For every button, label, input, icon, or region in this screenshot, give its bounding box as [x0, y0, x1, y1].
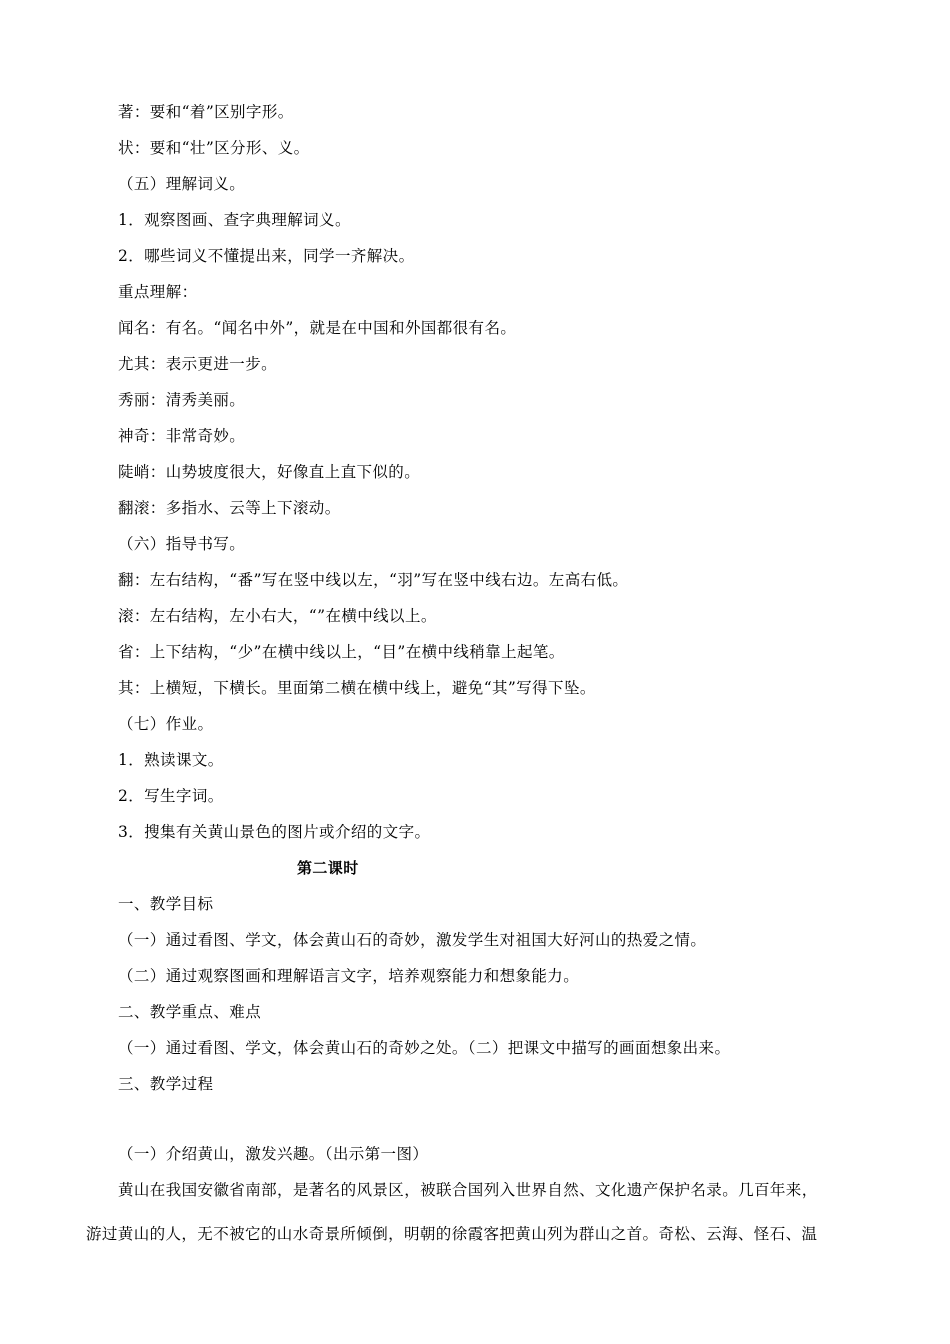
text-line: （二）通过观察图画和理解语言文字，培养观察能力和想象能力。	[118, 967, 580, 985]
text-line: 二、教学重点、难点	[118, 1003, 262, 1021]
text-line: 尤其：表示更进一步。	[118, 355, 278, 373]
text-line: 1．熟读课文。	[118, 751, 224, 769]
paragraph-line: 游过黄山的人，无不被它的山水奇景所倾倒，明朝的徐霞客把黄山列为群山之首。奇松、云海、怪石、温	[86, 1225, 818, 1243]
text-line: 状：要和“壮”区分形、义。	[118, 139, 310, 157]
text-line: 翻滚：多指水、云等上下滚动。	[118, 499, 341, 517]
section-heading: （五）理解词义。	[118, 175, 246, 193]
section-heading: （七）作业。	[118, 715, 214, 733]
paragraph-line: 黄山在我国安徽省南部，是著名的风景区，被联合国列入世界自然、文化遗产保护名录。几百年来，	[118, 1181, 818, 1199]
text-line: 秀丽：清秀美丽。	[118, 391, 246, 409]
text-line: 重点理解：	[118, 283, 198, 301]
text-line: 一、教学目标	[118, 895, 214, 913]
text-line: （一）介绍黄山，激发兴趣。（出示第一图）	[118, 1145, 429, 1163]
text-line: （一）通过看图、学文，体会黄山石的奇妙之处。（二）把课文中描写的画面想象出来。	[118, 1039, 731, 1057]
text-line: 三、教学过程	[118, 1075, 214, 1093]
text-line: 其：上横短，下横长。里面第二横在横中线上，避免“其”写得下坠。	[118, 679, 596, 697]
text-line: 翻：左右结构，“番”写在竖中线以左，“羽”写在竖中线右边。左高右低。	[118, 571, 629, 589]
text-line: （一）通过看图、学文，体会黄山石的奇妙，激发学生对祖国大好河山的热爱之情。	[118, 931, 707, 949]
text-line: 神奇：非常奇妙。	[118, 427, 246, 445]
text-line: 3．搜集有关黄山景色的图片或介绍的文字。	[118, 823, 431, 841]
text-line: 著：要和“着”区别字形。	[118, 103, 294, 121]
text-line: 陡峭：山势坡度很大，好像直上直下似的。	[118, 463, 421, 481]
section-heading: （六）指导书写。	[118, 535, 246, 553]
text-line: 2．哪些词义不懂提出来，同学一齐解决。	[118, 247, 415, 265]
text-line: 省：上下结构，“少”在横中线以上，“目”在横中线稍靠上起笔。	[118, 643, 565, 661]
text-line: 2．写生字词。	[118, 787, 224, 805]
text-line: 1．观察图画、查字典理解词义。	[118, 211, 351, 229]
lesson-title: 第二课时	[297, 859, 359, 877]
text-line: 滚：左右结构，左小右大，“”在横中线以上。	[118, 607, 437, 625]
text-line: 闻名：有名。“闻名中外”，就是在中国和外国都很有名。	[118, 319, 517, 337]
